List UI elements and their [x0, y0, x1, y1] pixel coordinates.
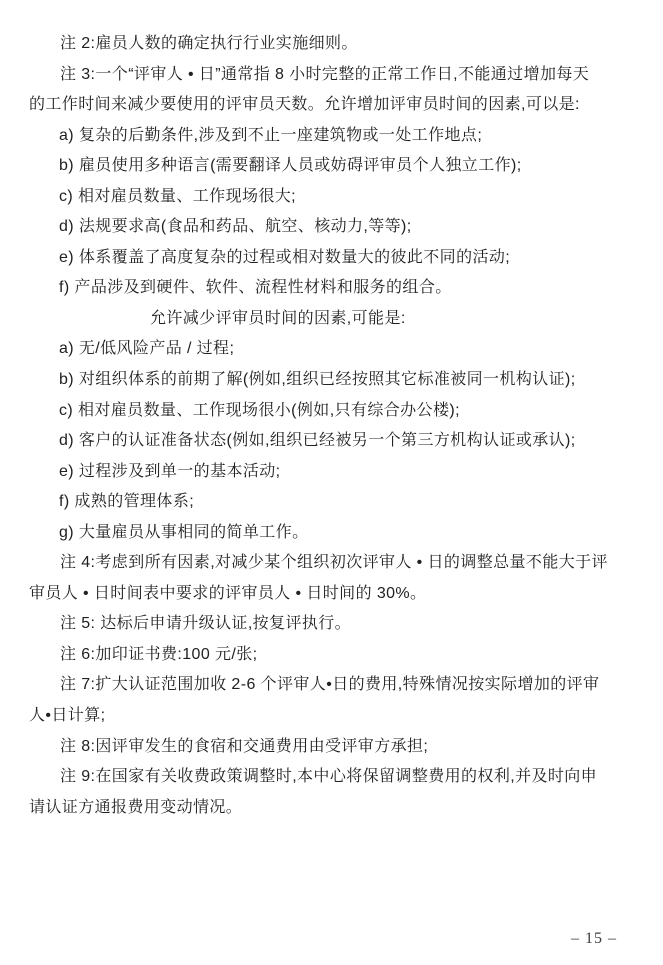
increase-factor-item-b: b) 雇员使用多种语言(需要翻译人员或妨碍评审员个人独立工作); — [59, 157, 522, 175]
note-6: 注 6:加印证书费:100 元/张; — [60, 645, 258, 663]
page-number: – 15 – — [571, 930, 617, 947]
note-7-line-1: 注 7:扩大认证范围加收 2-6 个评审人•日的费用,特殊情况按实际增加的评审 — [60, 676, 600, 694]
note-3-line-2: 的工作时间来减少要使用的评审员天数。允许增加评审员时间的因素,可以是: — [29, 96, 580, 114]
decrease-factor-item-e: e) 过程涉及到单一的基本活动; — [59, 462, 281, 480]
decrease-factor-item-d: d) 客户的认证准备状态(例如,组织已经被另一个第三方机构认证或承认); — [59, 432, 576, 450]
note-3-line-1: 注 3:一个“评审人 • 日”通常指 8 小时完整的正常工作日,不能通过增加每天 — [60, 65, 590, 83]
decrease-factors-heading: 允许减少评审员时间的因素,可能是: — [150, 309, 406, 327]
decrease-factor-item-a: a) 无/低风险产品 / 过程; — [59, 340, 235, 358]
increase-factor-item-e: e) 体系覆盖了高度复杂的过程或相对数量大的彼此不同的活动; — [59, 248, 511, 266]
increase-factor-item-a: a) 复杂的后勤条件,涉及到不止一座建筑物或一处工作地点; — [59, 126, 483, 144]
note-4-line-1: 注 4:考虑到所有因素,对减少某个组织初次评审人 • 日的调整总量不能大于评 — [60, 554, 608, 572]
note-9-line-1: 注 9:在国家有关收费政策调整时,本中心将保留调整费用的权利,并及时向申 — [60, 768, 598, 786]
note-9-line-2: 请认证方通报费用变动情况。 — [29, 798, 243, 816]
note-7-line-2: 人•日计算; — [29, 707, 106, 725]
note-8: 注 8:因评审发生的食宿和交通费用由受评审方承担; — [60, 737, 429, 755]
document-body — [29, 29, 639, 823]
decrease-factor-item-g: g) 大量雇员从事相同的简单工作。 — [59, 523, 309, 541]
increase-factor-item-d: d) 法规要求高(食品和药品、航空、核动力,等等); — [59, 218, 412, 236]
note-4-line-2: 审员人 • 日时间表中要求的评审员人 • 日时间的 30%。 — [29, 584, 427, 602]
decrease-factor-item-f: f) 成熟的管理体系; — [59, 493, 195, 511]
note-2: 注 2:雇员人数的确定执行行业实施细则。 — [60, 35, 358, 52]
decrease-factor-item-c: c) 相对雇员数量、工作现场很小(例如,只有综合办公楼); — [59, 401, 460, 419]
increase-factor-item-c: c) 相对雇员数量、工作现场很大; — [59, 187, 297, 205]
increase-factor-item-f: f) 产品涉及到硬件、软件、流程性材料和服务的组合。 — [59, 279, 452, 297]
note-5: 注 5: 达标后申请升级认证,按复评执行。 — [60, 615, 352, 633]
decrease-factor-item-b: b) 对组织体系的前期了解(例如,组织已经按照其它标准被同一机构认证); — [59, 371, 576, 389]
